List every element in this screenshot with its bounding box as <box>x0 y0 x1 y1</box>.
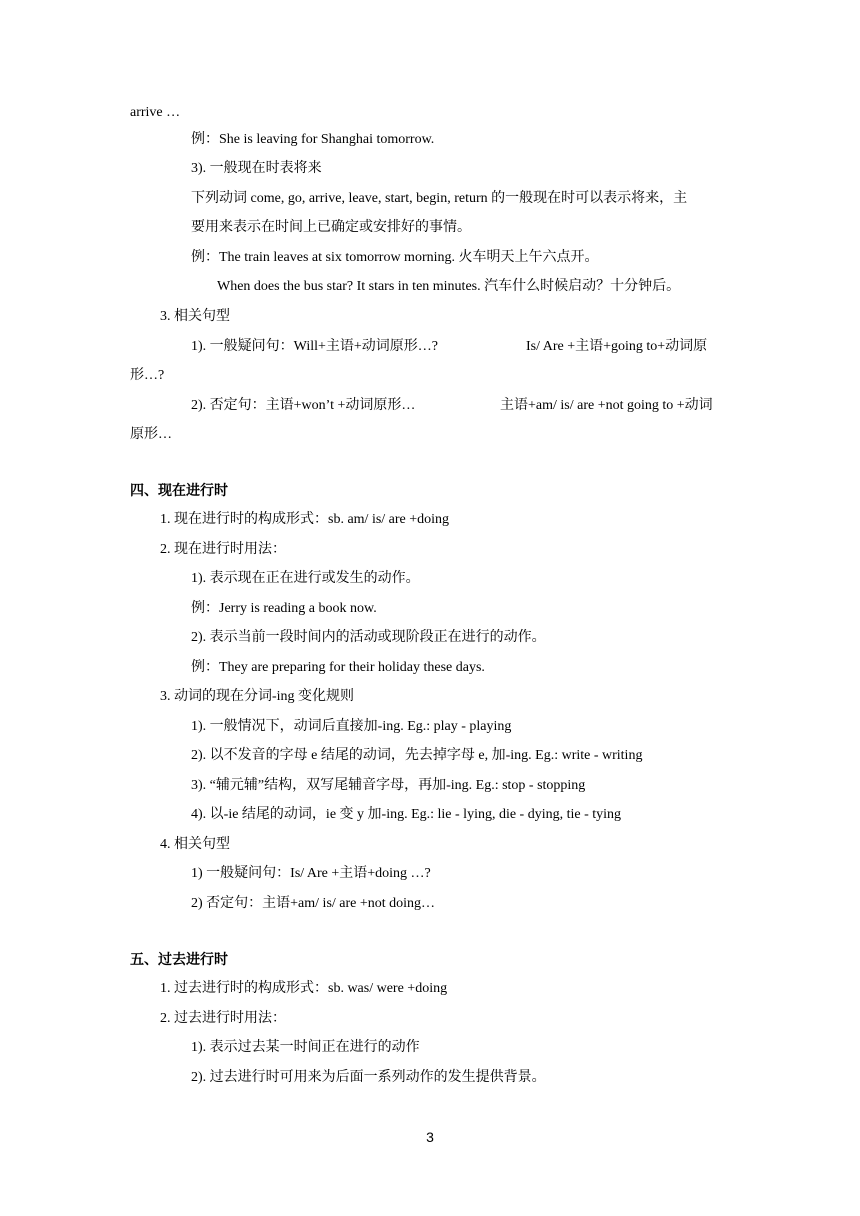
text-line: 原形… <box>130 427 172 442</box>
text-line: 要用来表示在时间上已确定或安排好的事情。 <box>191 220 471 235</box>
text-line: 主语+am/ is/ are +not going to +动词 <box>500 398 713 413</box>
text-line: 例：Jerry is reading a book now. <box>191 601 377 616</box>
text-line: 形…? <box>130 368 165 383</box>
text-line: 1). 一般疑问句：Will+主语+动词原形…? <box>191 339 438 354</box>
text-line: 2) 否定句：主语+am/ is/ are +not doing… <box>191 896 436 911</box>
text-line: 3. 动词的现在分词-ing 变化规则 <box>160 689 355 704</box>
text-line: 例：They are preparing for their holiday these days. <box>191 660 485 675</box>
page-number: 3 <box>426 1129 434 1145</box>
text-line: 4). 以-ie 结尾的动词，ie 变 y 加-ing. Eg.: lie - lying, die - dying, tie - tying <box>191 807 622 822</box>
text-line: 1. 过去进行时的构成形式：sb. was/ were +doing <box>160 981 448 996</box>
text-line: When does the bus star? It stars in ten minutes. 汽车什么时候启动？十分钟后。 <box>217 279 681 294</box>
text-line: arrive … <box>130 105 181 120</box>
text-line: 1). 一般情况下，动词后直接加-ing. Eg.: play - playing <box>191 719 512 734</box>
section-heading: 五、过去进行时 <box>130 952 228 968</box>
text-line: 3). “辅元辅”结构，双写尾辅音字母，再加-ing. Eg.: stop - stopping <box>191 778 586 793</box>
text-line: 1). 表示过去某一时间正在进行的动作 <box>191 1040 420 1055</box>
text-line: 1) 一般疑问句：Is/ Are +主语+doing …? <box>191 866 431 881</box>
text-line: 1. 现在进行时的构成形式：sb. am/ is/ are +doing <box>160 512 450 527</box>
text-line: 3). 一般现在时表将来 <box>191 161 322 176</box>
text-line: 4. 相关句型 <box>160 837 230 852</box>
text-line: 2. 现在进行时用法： <box>160 542 286 557</box>
text-line: 2. 过去进行时用法： <box>160 1011 286 1026</box>
section-heading: 四、现在进行时 <box>130 483 228 499</box>
text-line: 2). 以不发音的字母 e 结尾的动词，先去掉字母 e, 加-ing. Eg.: write - writing <box>191 748 643 763</box>
text-line: 1). 表示现在正在进行或发生的动作。 <box>191 571 420 586</box>
text-line: Is/ Are +主语+going to+动词原 <box>526 339 708 354</box>
text-line: 2). 过去进行时可用来为后面一系列动作的发生提供背景。 <box>191 1070 546 1085</box>
text-line: 例：She is leaving for Shanghai tomorrow. <box>191 132 435 147</box>
text-line: 下列动词 come, go, arrive, leave, start, begin, return 的一般现在时可以表示将来，主 <box>191 191 688 206</box>
text-line: 例：The train leaves at six tomorrow morning. 火车明天上午六点开。 <box>191 250 599 265</box>
text-line: 2). 表示当前一段时间内的活动或现阶段正在进行的动作。 <box>191 630 546 645</box>
text-line: 3. 相关句型 <box>160 309 230 324</box>
text-line: 2). 否定句：主语+won’t +动词原形… <box>191 398 416 413</box>
